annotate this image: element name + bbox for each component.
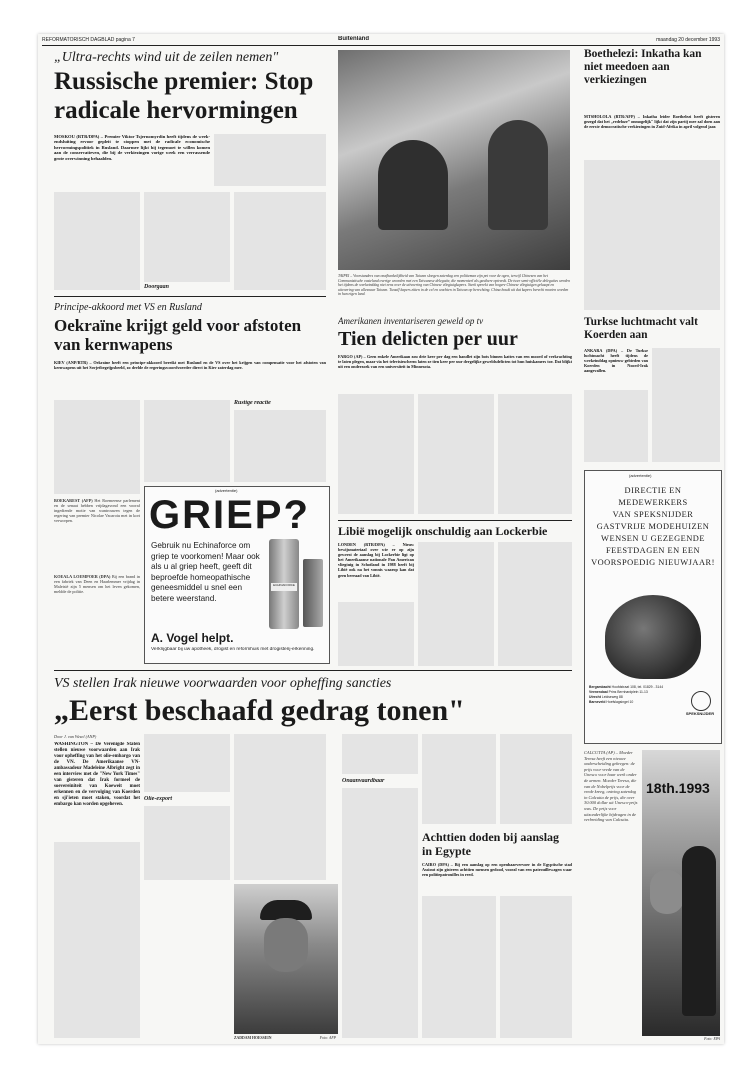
russia-column-text (144, 192, 230, 282)
holly-illustration (605, 595, 701, 679)
russia-lead: MOSKOU (RTR/DPA) – Premier Viktor Tsjernomyrdin heeft tijdens de week-endsluiting ervoor gepleit te stoppen met de radicale economische hervormingspolitiek in Rusland. Daarmee lijkt hij tegemoet te willen komen aan de conservatieven, die bij de verkiezingen vorige week een verrassende grote overwinning behaalden. (54, 134, 210, 161)
irak-column-text (144, 806, 230, 880)
greeting-line: VOORSPOEDIG NIEUWJAAR! (591, 558, 715, 567)
header-date: maandag 20 december 1993 (656, 37, 720, 43)
location-address: Leidseweg 88 (601, 695, 623, 699)
greeting-line: WENSEN U GEZEGENDE (601, 534, 705, 543)
location-row (589, 700, 679, 705)
ukraine-column-text (54, 400, 140, 494)
griep-body: Gebruik nu Echinaforce om griep te voorkomen! Maar ook als u al griep heeft, geeft dit beproefde homeopathische geneesmiddel u snel een betere weerstand. (151, 541, 260, 603)
brief-item (54, 498, 140, 570)
location-address: Hoofdstraat 108, tel. 01829 - 3144 (611, 685, 664, 689)
america-column-text (418, 394, 494, 514)
america-column-text (338, 394, 414, 514)
turkey-column-text (652, 348, 720, 462)
product-box (303, 559, 323, 627)
calcutta-photo (642, 750, 720, 1036)
irak-subhead: Onaanvaardbaar (342, 778, 385, 784)
botha-column-text (584, 160, 720, 310)
lockerbie-lead: LONDEN (RTR/DPA) – Nieuw bewijsmateriaal over wie er op zijn geweest de aanslag bij Lockerbie ligt op het Amerikaanse nationale Pan American vliegtuig in Schotland in 1988 heeft bij Libië ook na het vonnis waarop kan dat geen bereaad van Libië. (338, 542, 414, 578)
america-headline: Tien delicten per uur (338, 328, 518, 350)
saddam-photo (234, 884, 338, 1034)
ad-tag: (advertentie) (215, 488, 238, 493)
irak-headline: „Eerst beschaafd gedrag tonen" (54, 694, 465, 727)
irak-subhead: Olie-export (144, 796, 172, 802)
ukraine-subhead: Rustige reactie (234, 400, 271, 406)
brief-item (54, 574, 140, 654)
location-name: Barneveld (589, 700, 606, 704)
greeting-line: GASTVRIJE MODEHUIZEN (596, 522, 710, 531)
calcutta-caption: CALCUTTA (AP) – Moeder Teresa heeft een nieuwe onderscheiding gekregen: de prijs voor vrede van de Unesco voor haar werk onder de armen. Moeder Teresa, die van de Nobelprijs voor de vrede kreeg, ontving zaterdag in Calcutta de prijs, die over 30.000 dollar uit Unesco-prijs was. De prijs voor uitzonderlijke bijdragen in de verbreiding van Calcutta. (584, 750, 638, 823)
photo-banner-text: 18th.1993 (646, 780, 710, 796)
brief-title: KOEALA LOEMPOER (DPA) (54, 574, 111, 579)
russia-column-text (214, 134, 326, 186)
irak-column-text (422, 734, 496, 824)
russia-headline: Russische premier: Stop radicale hervormingen (54, 68, 314, 124)
newspaper-page (38, 34, 724, 1044)
header-rule (42, 45, 720, 46)
lockerbie-headline: Libië mogelijk onschuldig aan Lockerbie (338, 524, 548, 538)
irak-column-text (500, 734, 572, 824)
botha-headline: Boethelezi: Inkatha kan niet meedoen aan verkiezingen (584, 48, 702, 86)
ukraine-kicker: Principe-akkoord met VS en Rusland (54, 302, 202, 313)
egypt-lead: CAIRO (DPA) – Bij een aanslag op een openbaarvervoer in de Egyptische stad Assiout zijn gisteren achttien mensen gedood, vooral van een patrouillewagen waar een politiepatrouilles in reed. (422, 862, 572, 878)
photo-figure (488, 120, 548, 230)
location-address: Prins Bernhardplein 11-13 (608, 690, 648, 694)
botha-lead: MTSHOLOLA (RTR/AFP) – Inkatha leider Boethelezi heeft gisteren gezegd dat het „redeloze‟ onmogelijk" lijkt dat zijn partij mee zal doen aan de eerste democratische verkiezingen in Zuid-Afrika in april volgend jaar. (584, 114, 720, 130)
ukraine-column-text (144, 400, 230, 482)
location-name: Bergambacht (589, 685, 611, 689)
irak-column-text (342, 788, 418, 1038)
griep-brand: A. Vogel helpt. (151, 631, 234, 645)
egypt-column-text (500, 896, 572, 1038)
lockerbie-column-text (338, 602, 414, 666)
photo-beret (260, 900, 312, 920)
greeting-line: DIRECTIE EN MEDEWERKERS (618, 486, 688, 507)
location-address: Hoefslagsingel 10 (606, 700, 634, 704)
header-section: Buitenland (338, 36, 369, 42)
echinaforce-bottle (269, 539, 299, 629)
russia-column-text (54, 192, 140, 290)
russia-kicker: „Ultra-rechts wind uit de zeilen nemen" (54, 50, 279, 65)
speksnijder-greeting (589, 485, 717, 585)
turkey-headline: Turkse luchtmacht valt Koerden aan (584, 316, 698, 341)
irak-column-text (234, 734, 326, 880)
divider (338, 520, 572, 521)
griep-advertisement (144, 486, 330, 664)
russia-column-text (234, 192, 326, 290)
speksnijder-advertisement (584, 470, 722, 744)
griep-footer: Verkrijgbaar bij uw apotheek, drogist en reformhuis met drogisterij-erkenning. (151, 647, 315, 652)
egypt-column-text (422, 896, 496, 1038)
header-paper-name: REFORMATORISCH DAGBLAD pagina 7 (42, 37, 135, 43)
taipei-photo (338, 50, 570, 270)
saddam-caption: ZADDAM HOESSEIN (234, 1036, 272, 1040)
irak-column-text (144, 734, 230, 792)
turkey-lead: ANKARA (DPA) – De Turkse luchtmacht heeft tijdens de weekeinddag opnieuw gebieden van Koerden in Noord-Irak aangevallen. (584, 348, 648, 374)
logo-emblem (691, 691, 711, 711)
taipei-caption: TAIPEI – Voorstanders van onafhankelijkheid van Taiwan sloegen zaterdag een politieman zijn pet voor de ogen, terwijl Chinezen van het Communistische vasteland overige woorden met een Taiwanese delegatie, die momenteel als gasthere optreedt. De twee semi-officiële delegaties werden het tijdens de weekeinddag niet eens over de uitvoering van Chinese vliegtuigkapers. Steek spreekt van hogere Chinese vliegtuigen gekaapt en uitvoering van allesnaar Taiwan. Twaalf kapers zitten in de cel en wachten in Taiwan op berechting. China houdt uit dat kapers berecht moeten worden in hun eigen land. (338, 274, 570, 297)
lockerbie-column-text (498, 542, 572, 666)
divider (54, 296, 326, 297)
ukraine-headline: Oekraïne krijgt geld voor afstoten van kernwapens (54, 316, 302, 354)
turkey-column-text (584, 390, 648, 462)
irak-column-text (342, 734, 418, 774)
photo-figure (650, 870, 684, 914)
location-name: Veenendaal (589, 690, 608, 694)
lockerbie-column-text (418, 542, 494, 666)
irak-column-text (54, 842, 140, 1038)
ad-tag: (advertentie) (629, 473, 652, 478)
speksnijder-locations (589, 685, 679, 729)
saddam-credit: Foto: AFP (319, 1036, 336, 1040)
griep-headline: GRIEP? (149, 493, 310, 535)
brief-text: Het Roemeense parlement en de senaat hebben vrijdagavond een vooraf ingediende motie van wantrouwen tegen de regering van premier Nicolae Vacaroiu met in kort verworpen. (54, 498, 140, 524)
america-column-text (498, 394, 572, 514)
russia-subhead: Doorgaan (144, 284, 170, 290)
america-kicker: Amerikanen inventariseren geweld op tv (338, 316, 484, 326)
calcutta-credit: Foto: EPA (704, 1037, 720, 1041)
brief-text: Bij een brand in een fabriek van Deen en Haarlemmer vrijdag in Maleisië zijn 5 mensen om het leven gekomen, meldde de politie. (54, 574, 140, 595)
photo-face (264, 918, 308, 972)
irak-kicker: VS stellen Irak nieuwe voorwaarden voor opheffing sancties (54, 676, 392, 691)
bottle-label: ECHINAFORCE (271, 583, 297, 591)
greeting-line: VAN SPEKSNIJDER (612, 510, 694, 519)
divider (54, 670, 572, 671)
speksnijder-logo (683, 689, 717, 723)
photo-figure (378, 140, 448, 230)
america-lead: FARGO (AP) – Geen enkele Amerikaan zou drie keer per dag een handlet zijn bots binnen kattes van een moord of verkrachting te laten plegen, maar via het televisiescherm laten ze tien keer per uur dergelijke geweldsdelicten tot hun huiskamers toe. Dat blijkt uit een onderzoek van een universiteit in Minnesota. (338, 354, 572, 370)
irak-byline: Door J. van Wezel (ANP) (54, 734, 97, 739)
photo-figure (682, 846, 716, 1016)
ukraine-lead: KIEV (ANP/RTR) – Oekraïne heeft een principe-akkoord bereikt met Rusland en de VS over het krijgen van compensatie voor het afstoten van kernwapens uit het Sovjetbegrijpsbeeld, zo deelde de regeringswoordvoerder direct in Kiev zaterdag mee. (54, 360, 326, 371)
location-name: Utrecht (589, 695, 601, 699)
egypt-headline: Achttien doden bij aanslag in Egypte (422, 830, 560, 858)
logo-text: SPEKSNIJDER (685, 711, 715, 716)
greeting-line: FEESTDAGEN EN EEN (605, 546, 701, 555)
brief-title: BOEKAREST (AFP) (54, 498, 93, 503)
irak-lead: WASHINGTON – De Verenigde Staten stellen nieuwe voorwaarden aan Irak voor opheffing van het olie-embargo van de VN. De Amerikaanse VN-ambassadeur Madeleine Albright zegt in een interview met de "New York Times" van gisteren dat Irak formeel de soevereiniteit van Koeweit moet erkennen en de vervolging van Koerden en sji'ieten moet staken, voordat het embargo kan worden opgeheven. (54, 742, 140, 807)
ukraine-column-text (234, 410, 326, 482)
